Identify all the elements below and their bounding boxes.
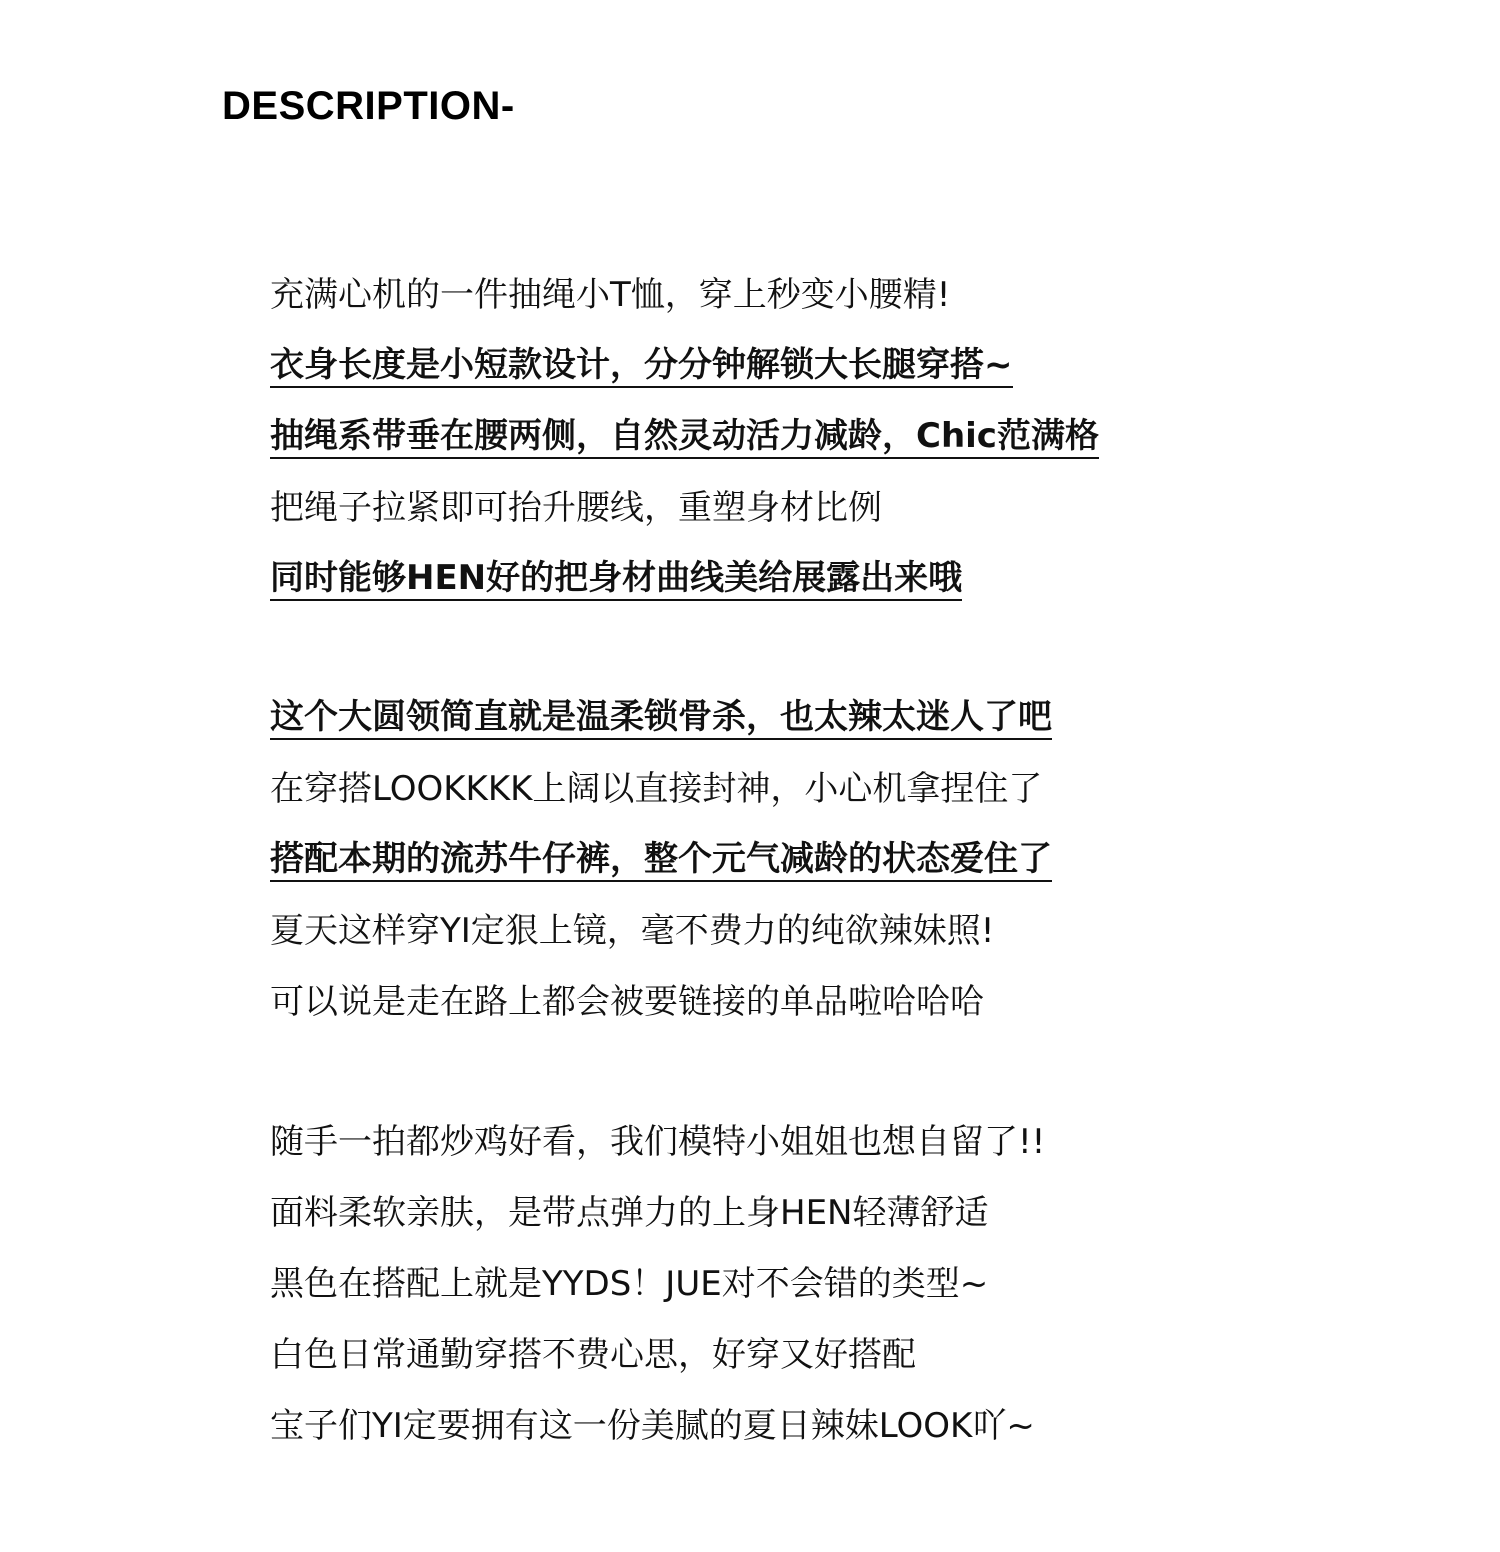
description-line-text: 搭配本期的流苏牛仔裤，整个元气减龄的状态爱住了 [270, 838, 1052, 882]
description-line-text: 宝子们YI定要拥有这一份美腻的夏日辣妹LOOK吖~ [270, 1405, 1035, 1446]
description-line [270, 1105, 1450, 1176]
description-line [270, 1389, 1450, 1460]
description-line-text: 夏天这样穿YI定狠上镜，毫不费力的纯欲辣妹照! [270, 910, 995, 951]
description-line [270, 752, 1450, 823]
description-line-text: 这个大圆领简直就是温柔锁骨杀，也太辣太迷人了吧 [270, 696, 1052, 740]
description-paragraph-2 [270, 681, 1450, 1036]
description-line-text: 在穿搭LOOKKKK上阔以直接封神，小心机拿捏住了 [270, 768, 1043, 809]
description-line [270, 681, 1450, 752]
description-line-text: 白色日常通勤穿搭不费心思，好穿又好搭配 [270, 1334, 916, 1375]
section-heading: DESCRIPTION- [222, 84, 515, 128]
description-paragraph-3 [270, 1105, 1450, 1460]
description-line [270, 823, 1450, 894]
description-line-text: 同时能够HEN好的把身材曲线美给展露出来哦 [270, 557, 962, 601]
description-line-text: 充满心机的一件抽绳小T恤，穿上秒变小腰精! [270, 274, 951, 315]
description-line [270, 1176, 1450, 1247]
description-line-text: 黑色在搭配上就是YYDS！JUE对不会错的类型~ [270, 1263, 989, 1304]
description-line [270, 258, 1450, 329]
description-line-text: 随手一拍都炒鸡好看，我们模特小姐姐也想自留了!! [270, 1121, 1046, 1162]
description-line-text: 可以说是走在路上都会被要链接的单品啦哈哈哈 [270, 981, 984, 1022]
description-line [270, 1318, 1450, 1389]
description-line-text: 面料柔软亲肤，是带点弹力的上身HEN轻薄舒适 [270, 1192, 989, 1233]
description-line [270, 471, 1450, 542]
description-line-text: 把绳子拉紧即可抬升腰线，重塑身材比例 [270, 487, 882, 528]
description-line [270, 542, 1450, 613]
description-line [270, 329, 1450, 400]
description-line [270, 965, 1450, 1036]
description-line [270, 894, 1450, 965]
description-line-text: 衣身长度是小短款设计，分分钟解锁大长腿穿搭~ [270, 344, 1013, 388]
description-line [270, 400, 1450, 471]
description-line [270, 1247, 1450, 1318]
description-line-text: 抽绳系带垂在腰两侧，自然灵动活力减龄，Chic范满格 [270, 415, 1099, 459]
description-paragraph-1 [270, 258, 1450, 613]
